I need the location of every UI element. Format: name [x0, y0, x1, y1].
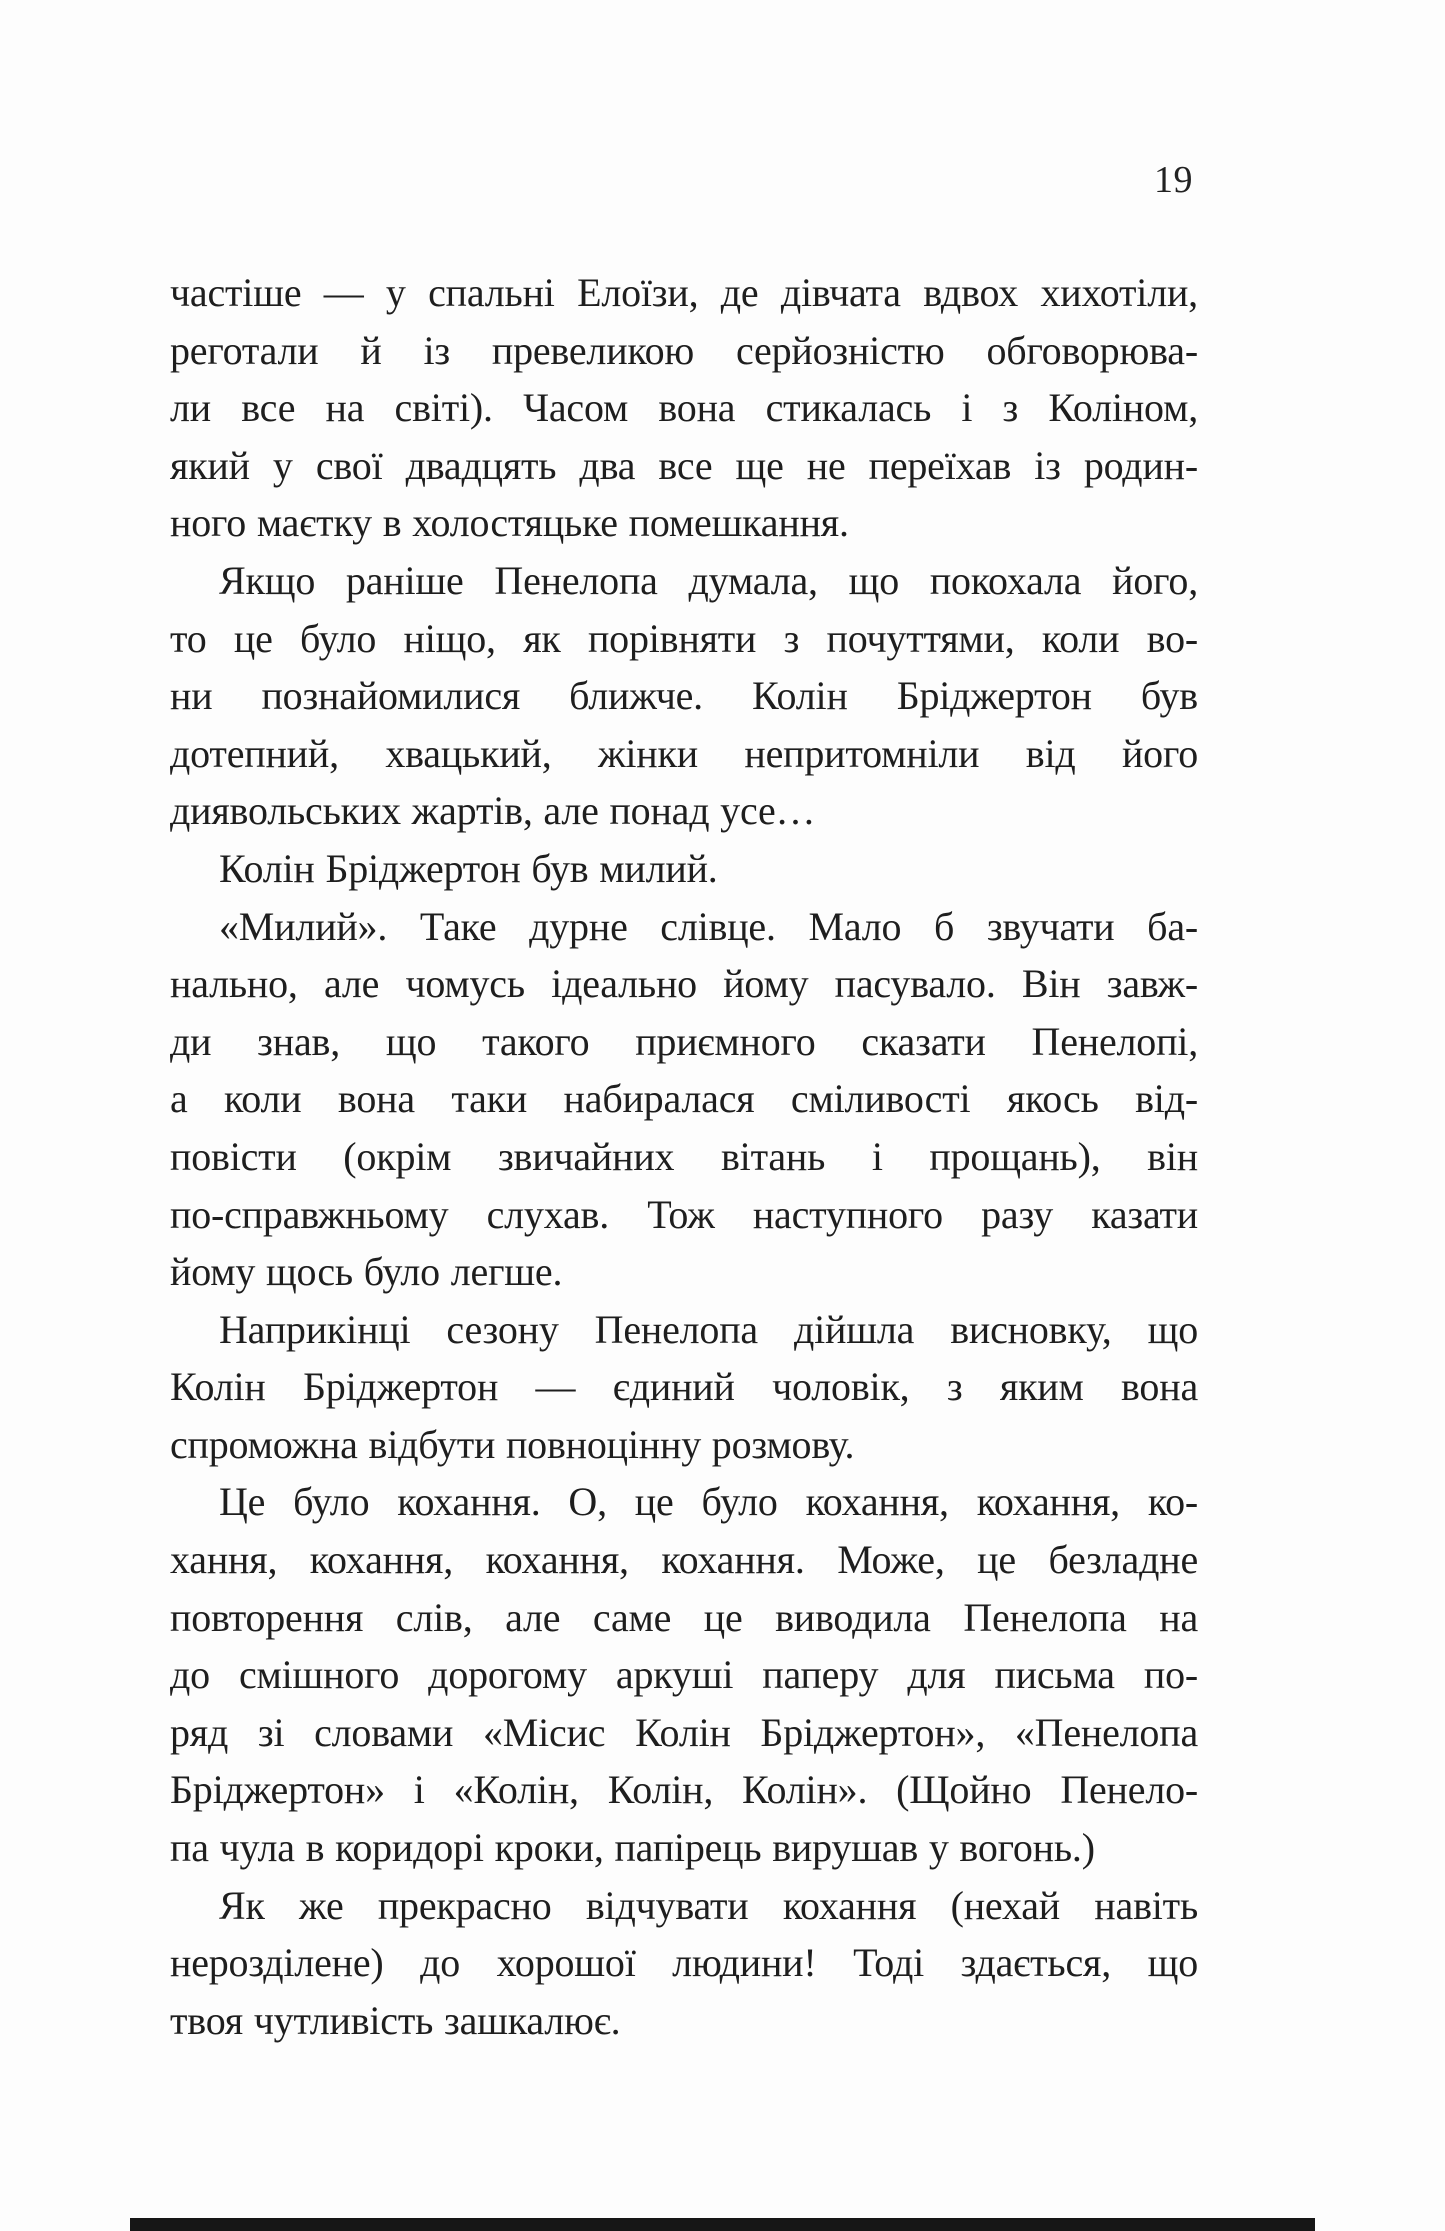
text-line: реготали й із превеликою серйозністю обговорюва- [170, 327, 1198, 373]
text-line: йому щось було легше. [170, 1249, 563, 1295]
text-line: хання, кохання, кохання, кохання. Може, це безладне [170, 1537, 1198, 1583]
text-line: «Милий». Таке дурне слівце. Мало б звучати ба- [219, 903, 1198, 949]
text-line: ли все на світі). Часом вона стикалась і з Коліном, [170, 385, 1198, 431]
text-line: спроможна відбути повноцінну розмову. [170, 1421, 855, 1467]
text-line: по-справжньому слухав. Тож наступного разу казати [170, 1191, 1198, 1237]
text-line: який у свої двадцять два все ще не переїхав із родин- [170, 442, 1198, 488]
text-line: твоя чутливість зашкалює. [170, 1997, 621, 2043]
text-line: Наприкінці сезону Пенелопа дійшла висновку, що [219, 1306, 1198, 1352]
page-edge-bar [130, 2218, 1315, 2231]
text-line: диявольських жартів, але понад усе… [170, 788, 816, 834]
text-line: Бріджертон» і «Колін, Колін, Колін». (Щойно Пенело- [170, 1767, 1198, 1813]
text-line: ного маєтку в холостяцьке помешкання. [170, 500, 849, 546]
text-line: Колін Бріджертон — єдиний чоловік, з яким вона [170, 1364, 1198, 1410]
text-line: дотепний, хвацький, жінки непритомніли від його [170, 730, 1198, 776]
text-line: до смішного дорогому аркуші паперу для письма по- [170, 1652, 1198, 1698]
page-number: 19 [1154, 159, 1193, 201]
text-line: Як же прекрасно відчувати кохання (нехай навіть [219, 1882, 1198, 1928]
text-line: ди знав, що такого приємного сказати Пенелопі, [170, 1018, 1198, 1064]
text-line: ни познайомилися ближче. Колін Бріджертон був [170, 673, 1198, 719]
text-line: ряд зі словами «Місис Колін Бріджертон», «Пенелопа [170, 1709, 1198, 1755]
text-line: нерозділене) до хорошої людини! Тоді здається, що [170, 1940, 1198, 1986]
text-line: частіше — у спальні Елоїзи, де дівчата вдвох хихотіли, [170, 270, 1198, 315]
page-text [170, 264, 1198, 2049]
text-line: нально, але чомусь ідеально йому пасувало. Він завж- [170, 961, 1198, 1007]
text-line: Якщо раніше Пенелопа думала, що покохала його, [219, 557, 1198, 603]
text-line: повісти (окрім звичайних вітань і прощань), він [170, 1133, 1198, 1179]
text-line: а коли вона таки набиралася сміливості якось від- [170, 1076, 1198, 1122]
text-line: па чула в коридорі кроки, папірець вирушав у вогонь.) [170, 1825, 1095, 1871]
text-line: Це було кохання. О, це було кохання, кохання, ко- [219, 1479, 1198, 1525]
text-line: Колін Бріджертон був милий. [219, 845, 718, 891]
text-line: то це було ніщо, як порівняти з почуттями, коли во- [170, 615, 1198, 661]
text-line: повторення слів, але саме це виводила Пенелопа на [170, 1594, 1198, 1640]
